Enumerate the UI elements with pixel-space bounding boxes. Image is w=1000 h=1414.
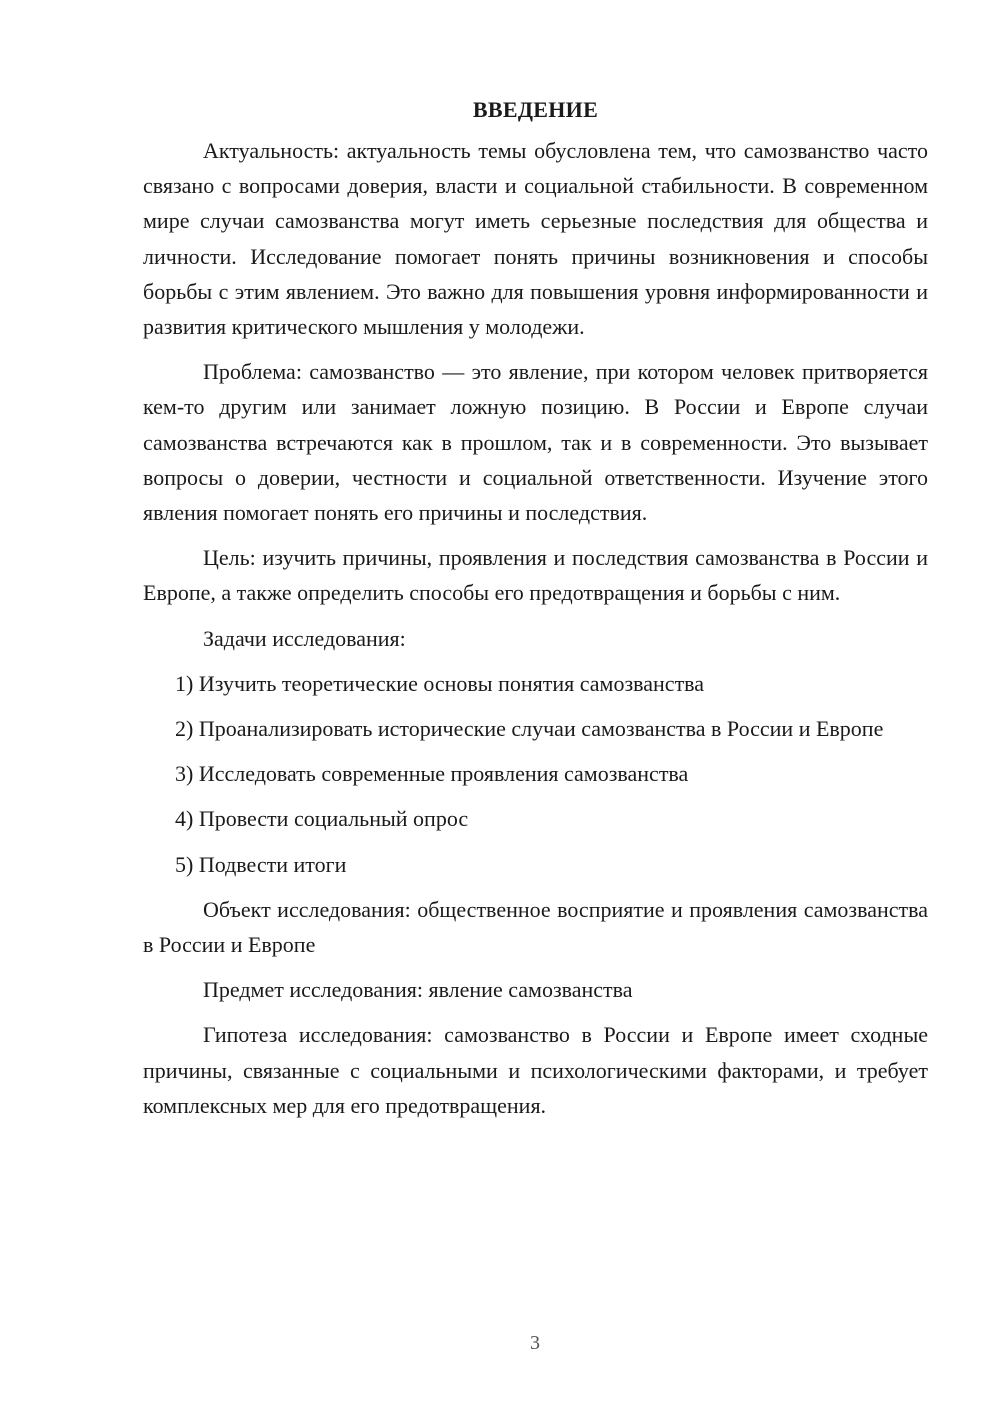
hypothesis-paragraph: Гипотеза исследования: самозванство в России и Европе имеет сходные причины, связанные с социальными и психологическими факторами, и требует комплексных мер для его предотвращения. bbox=[143, 1022, 928, 1118]
task-item-5: 5) Подвести итоги bbox=[175, 851, 347, 877]
task-item-1: 1) Изучить теоретические основы понятия самозванства bbox=[175, 670, 705, 696]
relevance-paragraph: Актуальность: актуальность темы обусловлена тем, что самозванство часто связано с вопросами доверия, власти и социальной стабильности. В современном мире случаи самозванства могут иметь серьезные последствия для общества и личности. Исследование помогает понять причины возникновения и способы борьбы с этим явлением. Это важно для повышения уровня информированности и развития критического мышления у молодежи. bbox=[143, 138, 928, 340]
object-paragraph: Объект исследования: общественное восприятие и проявления самозванства в России и Европе bbox=[143, 896, 928, 958]
problem-paragraph: Проблема: самозванство — это явление, при котором человек притворяется кем-то другим или занимает ложную позицию. В России и Европе случаи самозванства встречаются как в прошлом, так и в современности. Это вызывает вопросы о доверии, честности и социальной ответственности. Изучение этого явления помогает понять его причины и последствия. bbox=[143, 359, 928, 526]
goal-paragraph: Цель: изучить причины, проявления и последствия самозванства в России и Европе, а также определить способы его предотвращения и борьбы с ним. bbox=[143, 545, 928, 606]
subject-paragraph: Предмет исследования: явление самозванства bbox=[203, 977, 633, 1003]
tasks-heading: Задачи исследования: bbox=[203, 625, 406, 651]
page-number: 3 bbox=[530, 1332, 540, 1354]
page-content bbox=[143, 92, 928, 1133]
task-item-4: 4) Провести социальный опрос bbox=[175, 806, 469, 832]
task-item-2: 2) Проанализировать исторические случаи самозванства в России и Европе bbox=[175, 716, 884, 742]
task-item-3: 3) Исследовать современные проявления самозванства bbox=[175, 761, 689, 787]
page-title: ВВЕДЕНИЕ bbox=[472, 97, 599, 122]
